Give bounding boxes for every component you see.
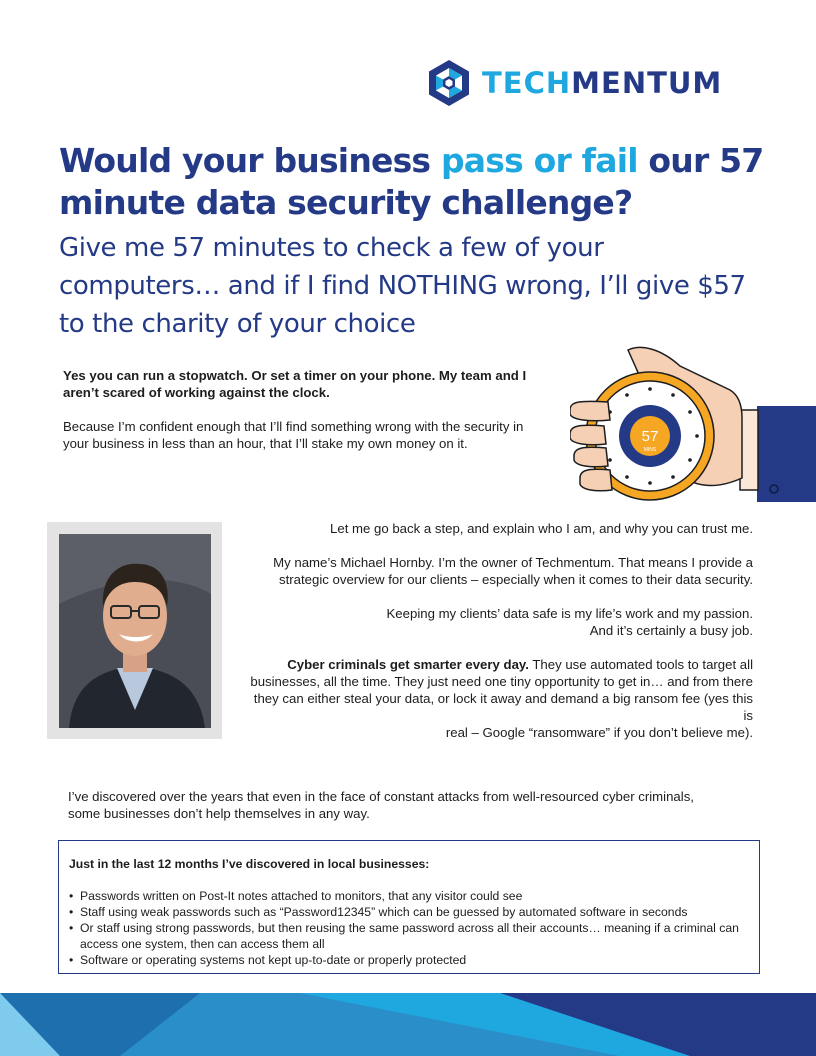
hexagon-swirl-icon xyxy=(424,58,474,108)
findings-title: Just in the last 12 months I’ve discovered in local businesses: xyxy=(69,857,430,871)
about-section xyxy=(250,520,753,758)
stopwatch-in-hand-icon xyxy=(570,338,816,506)
headline-part1: Would your business xyxy=(59,141,441,180)
brand-name xyxy=(482,66,722,100)
brand-name-part1: TECH xyxy=(482,66,572,100)
findings-item-text: Software or operating systems not kept up-to-date or properly protected xyxy=(80,953,467,967)
headline-part2: our 57 minute data security challenge? xyxy=(59,141,764,222)
about-p4 xyxy=(250,656,753,741)
timer-minutes: 57 xyxy=(641,428,659,445)
bullet-icon: • xyxy=(69,889,74,903)
about-p2: My name’s Michael Hornby. I’m the owner of Techmentum. That means I provide a strategic overview for our clients – especially when it comes to their data security. xyxy=(273,555,753,587)
intro-section xyxy=(63,367,543,452)
owner-portrait-photo xyxy=(59,534,211,728)
findings-item-text: Passwords written on Post-It notes attached to monitors, that any visitor could see xyxy=(80,889,523,903)
intro-paragraph: Because I’m confident enough that I’ll find something wrong with the security in your business in less than an hour, that I’ll stake my own money on it. xyxy=(63,419,524,451)
findings-box xyxy=(58,840,760,974)
about-p3-line2: And it’s certainly a busy job. xyxy=(589,623,753,638)
discover-paragraph: I’ve discovered over the years that even in the face of constant attacks from well-resourced cyber criminals, some businesses don’t help themselves in any way. xyxy=(68,789,694,821)
findings-item xyxy=(69,920,749,952)
bullet-icon: • xyxy=(69,921,74,935)
about-p3 xyxy=(250,605,753,639)
techmentum-logo xyxy=(424,58,722,108)
about-p3-line1: Keeping my clients’ data safe is my life’s work and my passion. xyxy=(386,606,753,621)
headline-highlight: pass or fail xyxy=(440,141,638,180)
bullet-icon: • xyxy=(69,905,74,919)
findings-item xyxy=(69,904,749,920)
about-p1: Let me go back a step, and explain who I am, and why you can trust me. xyxy=(330,521,753,536)
findings-item-text: Staff using weak passwords such as “Password12345” which can be guessed by automated software in seconds xyxy=(80,905,688,919)
brand-name-part2: MENTUM xyxy=(571,66,723,100)
about-p4-last: real – Google “ransomware” if you don’t believe me). xyxy=(445,725,753,740)
bullet-icon: • xyxy=(69,953,74,967)
findings-item xyxy=(69,952,749,968)
intro-bold-text: Yes you can run a stopwatch. Or set a timer on your phone. My team and I aren’t scared of working against the clock. xyxy=(63,368,527,400)
footer-decoration xyxy=(0,993,816,1056)
headline xyxy=(59,140,779,224)
findings-item-text: Or staff using strong passwords, but then reusing the same password across all their accounts… meaning if a criminal can access one system, then can access them all xyxy=(80,921,739,951)
owner-photo-frame xyxy=(47,522,222,739)
subheadline: Give me 57 minutes to check a few of your computers… and if I find NOTHING wrong, I’ll give $57 to the charity of your choice xyxy=(59,233,746,339)
about-p4-rest: They use automated tools to target all businesses, all the time. They just need one tiny opportunity to get in… and from there they can either steal your data, or lock it away and demand a big ransom fee (yes this is xyxy=(250,657,753,723)
about-p4-bold: Cyber criminals get smarter every day. xyxy=(287,657,529,672)
findings-item xyxy=(69,888,749,904)
timer-unit: MINS xyxy=(643,447,657,453)
